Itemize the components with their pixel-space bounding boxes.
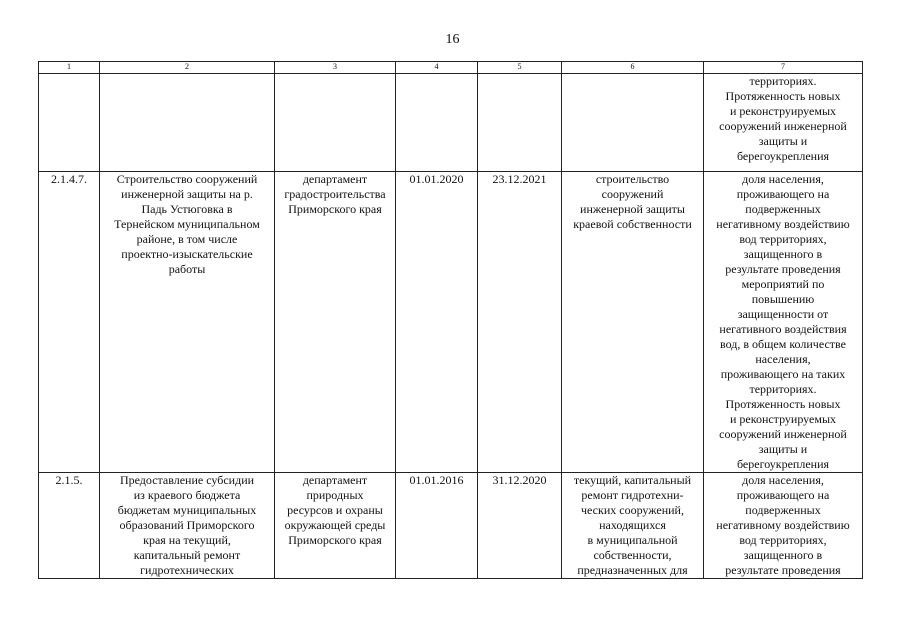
item-number: [39, 74, 100, 172]
column-header: 6: [562, 62, 704, 74]
item-end-date: 31.12.2020: [478, 473, 562, 579]
item-name: Строительство сооружений инженерной защиты на р. Падь Устюговка в Тернейском муниципальном районе, в том числе проектно-изыскательские работы: [100, 172, 275, 473]
table-row: [39, 473, 863, 579]
item-result: текущий, капитальный ремонт гидротехни- ческих сооружений, находящихся в муниципальной собственности, предназначенных для: [562, 473, 704, 579]
item-start-date: 01.01.2020: [396, 172, 478, 473]
item-result: [562, 74, 704, 172]
item-indicator: доля населения, проживающего на подверженных негативному воздействию вод территориях, защищенного в результате проведения мероприятий по повышению защищенности от негативного воздействия вод, в общем количестве населения, проживающего на таких территориях. Протяженность новых и реконструируемых сооружений инженерной защиты и берегоукрепления: [704, 172, 863, 473]
table-row: [39, 172, 863, 473]
column-header: 1: [39, 62, 100, 74]
item-executor: департамент градостроительства Приморского края: [275, 172, 396, 473]
item-end-date: [478, 74, 562, 172]
item-name: Предоставление субсидии из краевого бюджета бюджетам муниципальных образований Приморского края на текущий, капитальный ремонт гидротехнических: [100, 473, 275, 579]
program-table: [38, 61, 863, 579]
item-result: строительство сооружений инженерной защиты краевой собственности: [562, 172, 704, 473]
column-header: 2: [100, 62, 275, 74]
table-row: [39, 74, 863, 172]
item-start-date: [396, 74, 478, 172]
column-header: 4: [396, 62, 478, 74]
column-header: 7: [704, 62, 863, 74]
column-number-row: [39, 62, 863, 74]
page-number: 16: [445, 32, 460, 47]
column-header: 3: [275, 62, 396, 74]
item-number: 2.1.4.7.: [39, 172, 100, 473]
item-executor: [275, 74, 396, 172]
item-start-date: 01.01.2016: [396, 473, 478, 579]
column-header: 5: [478, 62, 562, 74]
item-number: 2.1.5.: [39, 473, 100, 579]
item-end-date: 23.12.2021: [478, 172, 562, 473]
item-executor: департамент природных ресурсов и охраны окружающей среды Приморского края: [275, 473, 396, 579]
item-name: [100, 74, 275, 172]
item-indicator: территориях. Протяженность новых и реконструируемых сооружений инженерной защиты и берегоукрепления: [704, 74, 863, 172]
item-indicator: доля населения, проживающего на подверженных негативному воздействию вод территориях, защищенного в результате проведения: [704, 473, 863, 579]
